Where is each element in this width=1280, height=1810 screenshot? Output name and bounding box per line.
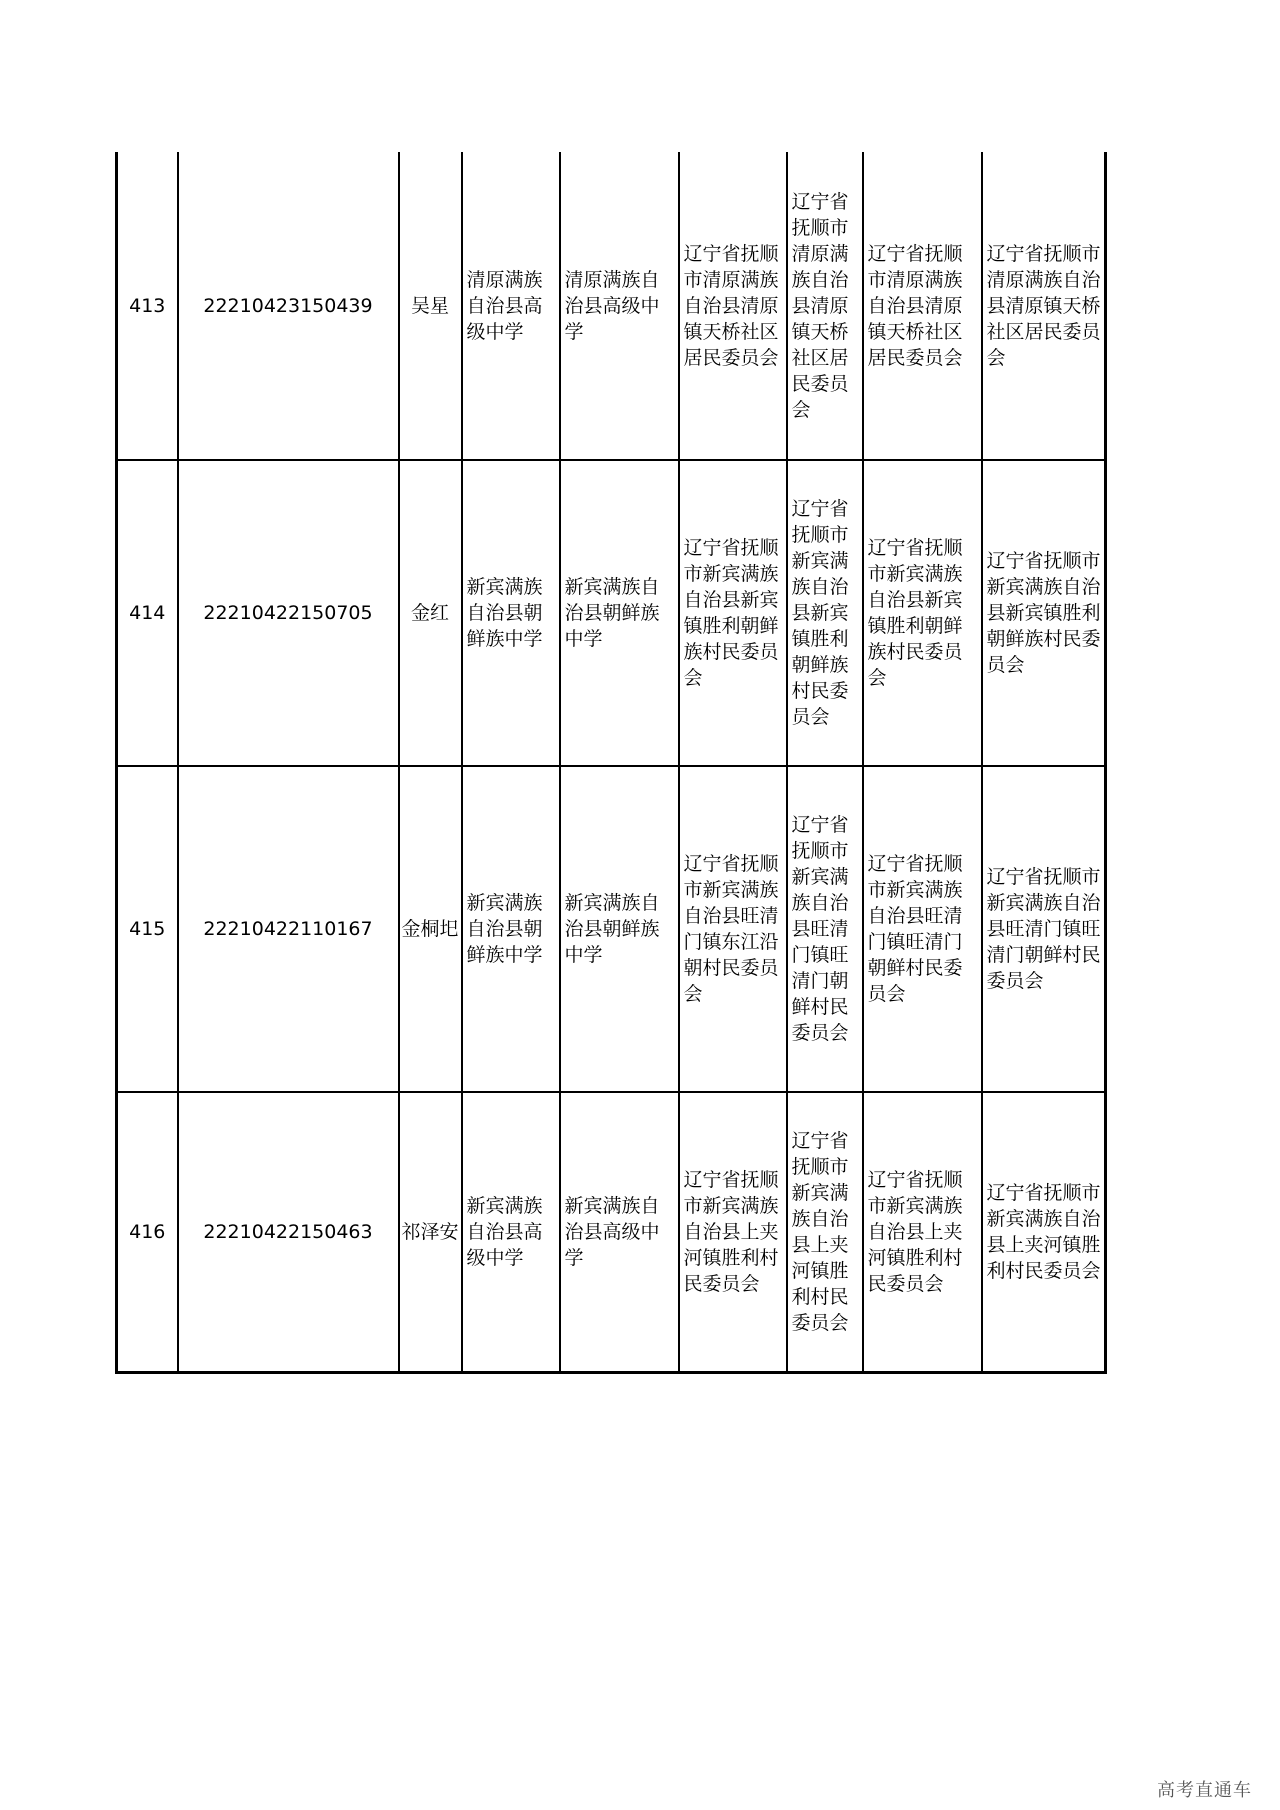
row-number: 416	[129, 1220, 166, 1243]
address-3: 辽宁省抚顺市新宾满族自治县旺清门镇旺清门朝鲜村民委员会	[867, 853, 963, 1005]
address-2: 辽宁省抚顺市新宾满族自治县旺清门镇旺清门朝鲜村民委员会	[791, 814, 849, 1044]
address-2: 辽宁省抚顺市清原满族自治县清原镇天桥社区居民委员会	[791, 190, 849, 421]
row-number-cell	[117, 152, 178, 460]
exam-id-cell	[178, 1092, 399, 1372]
student-name: 祁泽安	[401, 1220, 459, 1243]
school-name: 新宾满族自治县朝鲜族中学	[466, 892, 543, 966]
exam-id: 22210422110167	[203, 918, 373, 940]
exam-id: 22210422150705	[203, 602, 373, 624]
address-cell-2	[787, 1092, 863, 1372]
address-cell-4	[982, 152, 1106, 460]
address-3: 辽宁省抚顺市清原满族自治县清原镇天桥社区居民委员会	[867, 242, 963, 369]
school-name-2: 新宾满族自治县朝鲜族中学	[564, 576, 660, 650]
address-cell-3	[863, 766, 982, 1092]
address-cell-4	[982, 460, 1106, 766]
row-number-cell	[117, 1092, 178, 1372]
school-name-2: 清原满族自治县高级中学	[564, 268, 660, 343]
student-name: 金桐圯	[401, 918, 459, 940]
row-number: 414	[129, 602, 166, 624]
address-cell-1	[679, 766, 787, 1092]
school-cell	[462, 152, 560, 460]
student-name-cell	[399, 460, 462, 766]
table-row	[117, 152, 1106, 460]
address-4: 辽宁省抚顺市新宾满族自治县旺清门镇旺清门朝鲜村民委员会	[986, 866, 1101, 992]
exam-id: 22210422150463	[203, 1220, 373, 1243]
address-3: 辽宁省抚顺市新宾满族自治县新宾镇胜利朝鲜族村民委员会	[867, 537, 963, 689]
address-1: 辽宁省抚顺市新宾满族自治县上夹河镇胜利村民委员会	[683, 1168, 779, 1295]
school-cell-2	[560, 460, 679, 766]
address-3: 辽宁省抚顺市新宾满族自治县上夹河镇胜利村民委员会	[867, 1168, 963, 1295]
school-cell-2	[560, 152, 679, 460]
school-cell	[462, 1092, 560, 1372]
row-number: 413	[129, 294, 166, 317]
school-cell-2	[560, 766, 679, 1092]
student-name: 吴星	[410, 294, 449, 317]
school-cell-2	[560, 1092, 679, 1372]
address-2: 辽宁省抚顺市新宾满族自治县上夹河镇胜利村民委员会	[791, 1129, 849, 1334]
address-cell-1	[679, 152, 787, 460]
address-4: 辽宁省抚顺市新宾满族自治县新宾镇胜利朝鲜族村民委员会	[986, 550, 1101, 676]
row-number-cell	[117, 460, 178, 766]
address-4: 辽宁省抚顺市新宾满族自治县上夹河镇胜利村民委员会	[986, 1181, 1101, 1282]
address-cell-1	[679, 1092, 787, 1372]
address-1: 辽宁省抚顺市新宾满族自治县新宾镇胜利朝鲜族村民委员会	[683, 537, 779, 689]
school-name: 新宾满族自治县高级中学	[466, 1194, 543, 1269]
exam-id: 22210423150439	[203, 294, 373, 317]
school-cell	[462, 460, 560, 766]
address-cell-3	[863, 1092, 982, 1372]
exam-id-cell	[178, 152, 399, 460]
school-name-2: 新宾满族自治县高级中学	[564, 1194, 660, 1269]
student-name-cell	[399, 766, 462, 1092]
address-cell-4	[982, 766, 1106, 1092]
table-row	[117, 460, 1106, 766]
row-number: 415	[129, 918, 166, 940]
exam-id-cell	[178, 766, 399, 1092]
watermark-text: 高考直通车	[1157, 1780, 1252, 1801]
address-cell-2	[787, 152, 863, 460]
roster-table-container	[115, 152, 1107, 1374]
school-name: 清原满族自治县高级中学	[466, 268, 543, 343]
student-name: 金红	[410, 602, 449, 624]
school-name: 新宾满族自治县朝鲜族中学	[466, 576, 543, 650]
address-cell-1	[679, 460, 787, 766]
table-row	[117, 1092, 1106, 1372]
address-2: 辽宁省抚顺市新宾满族自治县新宾镇胜利朝鲜族村民委员会	[791, 498, 849, 728]
exam-id-cell	[178, 460, 399, 766]
address-cell-3	[863, 152, 982, 460]
address-cell-2	[787, 766, 863, 1092]
table-row	[117, 766, 1106, 1092]
student-name-cell	[399, 1092, 462, 1372]
address-1: 辽宁省抚顺市新宾满族自治县旺清门镇东江沿朝村民委员会	[683, 853, 779, 1005]
address-cell-2	[787, 460, 863, 766]
school-name-2: 新宾满族自治县朝鲜族中学	[564, 892, 660, 966]
address-cell-4	[982, 1092, 1106, 1372]
roster-table	[115, 152, 1107, 1374]
address-1: 辽宁省抚顺市清原满族自治县清原镇天桥社区居民委员会	[683, 242, 779, 369]
student-name-cell	[399, 152, 462, 460]
address-cell-3	[863, 460, 982, 766]
school-cell	[462, 766, 560, 1092]
row-number-cell	[117, 766, 178, 1092]
address-4: 辽宁省抚顺市清原满族自治县清原镇天桥社区居民委员会	[986, 242, 1101, 369]
